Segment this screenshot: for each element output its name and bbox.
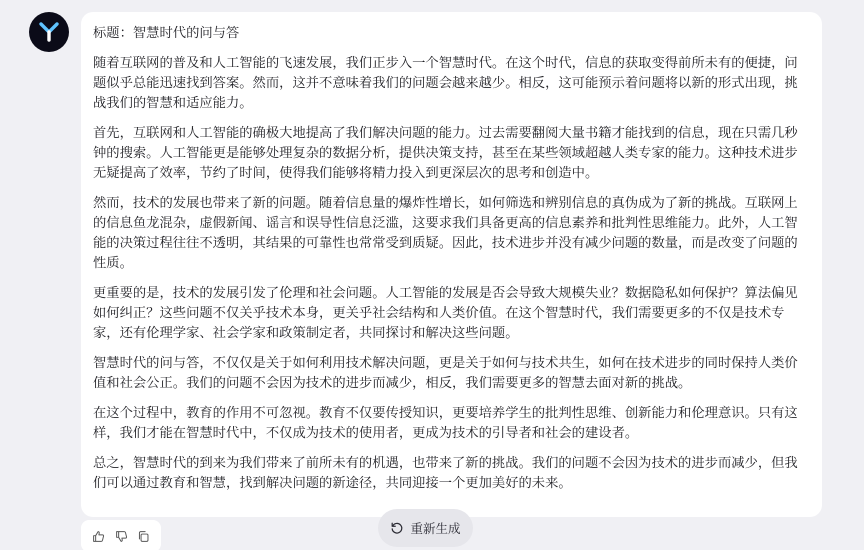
- message-paragraph: 随着互联网的普及和人工智能的飞速发展，我们正步入一个智慧时代。在这个时代，信息的获取变得前所未有的便捷，问题似乎总能迅速找到答案。然而，这并不意味着我们的问题会越来越少。相反，这可能预示着问题将以新的形式出现，挑战我们的智慧和适应能力。: [93, 56, 798, 111]
- copy-icon: [137, 530, 150, 543]
- refresh-icon: [390, 521, 404, 535]
- dislike-button[interactable]: [112, 526, 131, 546]
- assistant-avatar: [29, 12, 69, 52]
- like-button[interactable]: [89, 526, 108, 546]
- message-paragraph: 在这个过程中，教育的作用不可忽视。教育不仅要传授知识，更要培养学生的批判性思维、创新能力和伦理意识。只有这样，我们才能在智慧时代中，不仅成为技术的使用者，更成为技术的引导者和社会的建设者。: [93, 406, 798, 441]
- message-title: 标题：智慧时代的问与答: [93, 26, 240, 41]
- thumbs-down-icon: [115, 530, 128, 543]
- message-paragraph: 总之，智慧时代的到来为我们带来了前所未有的机遇，也带来了新的挑战。我们的问题不会因为技术的进步而减少，但我们可以通过教育和智慧，找到解决问题的新途径，共同迎接一个更加美好的未来。: [93, 456, 798, 491]
- thumbs-up-icon: [92, 530, 105, 543]
- message-paragraph: 智慧时代的问与答，不仅仅是关于如何利用技术解决问题，更是关于如何与技术共生，如何在技术进步的同时保持人类价值和社会公正。我们的问题不会因为技术的进步而减少，相反，我们需要更多的智慧去面对新的挑战。: [93, 356, 798, 391]
- assistant-message: [81, 12, 822, 517]
- message-paragraph: 首先，互联网和人工智能的确极大地提高了我们解决问题的能力。过去需要翻阅大量书籍才能找到的信息，现在只需几秒钟的搜索。人工智能更是能够处理复杂的数据分析，提供决策支持，甚至在某些领域超越人类专家的能力。这种技术进步无疑提高了效率，节约了时间，使得我们能够将精力投入到更深层次的思考和创造中。: [93, 126, 798, 181]
- copy-button[interactable]: [134, 526, 153, 546]
- y-logo-icon: [37, 20, 61, 44]
- regenerate-button[interactable]: [378, 509, 473, 547]
- message-paragraph: 更重要的是，技术的发展引发了伦理和社会问题。人工智能的发展是否会导致大规模失业？数据隐私如何保护？算法偏见如何纠正？这些问题不仅关乎技术本身，更关乎社会结构和人类价值。在这个智慧时代，我们需要更多的不仅是技术专家，还有伦理学家、社会学家和政策制定者，共同探讨和解决这些问题。: [93, 286, 798, 341]
- message-paragraph: 然而，技术的发展也带来了新的问题。随着信息量的爆炸性增长，如何筛选和辨别信息的真伪成为了新的挑战。互联网上的信息鱼龙混杂，虚假新闻、谣言和误导性信息泛滥，这要求我们具备更高的信息素养和批判性思维能力。此外，人工智能的决策过程往往不透明，其结果的可靠性也常常受到质疑。因此，技术进步并没有减少问题的数量，而是改变了问题的性质。: [93, 196, 798, 271]
- regenerate-label: 重新生成: [410, 521, 461, 536]
- message-actions: [81, 520, 161, 550]
